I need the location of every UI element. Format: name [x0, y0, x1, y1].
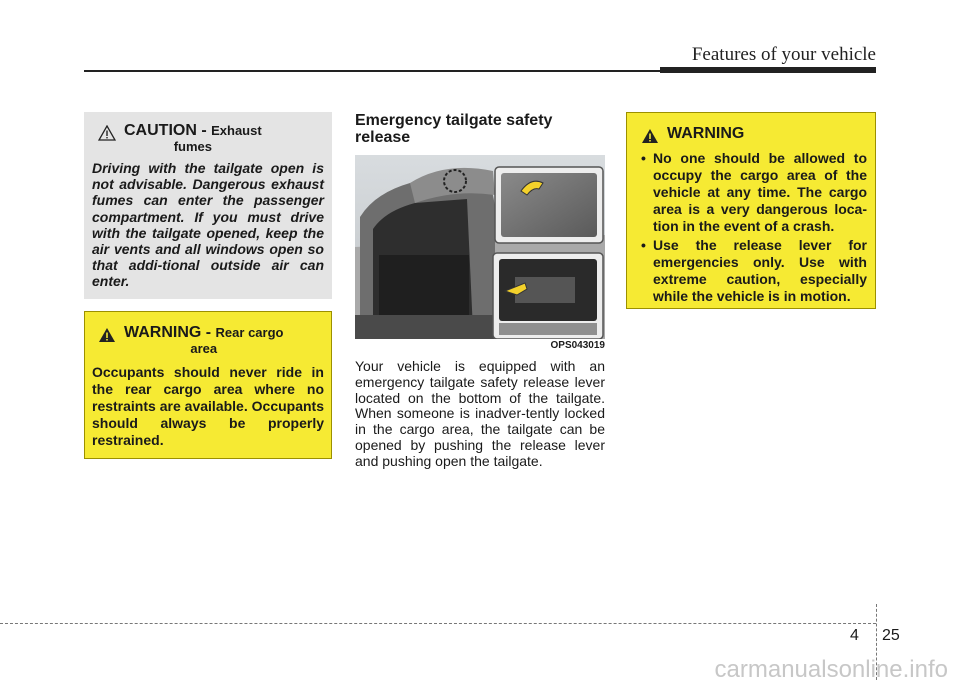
warning-box [626, 112, 876, 309]
warning-label: WARNING [667, 125, 745, 142]
footer-rule [0, 623, 876, 624]
warning-cargo-subtitle-line2: area [190, 341, 218, 356]
section-title: Emergency tailgate safety release [355, 112, 553, 146]
image-code: OPS043019 [550, 340, 605, 351]
watermark: carmanualsonline.info [714, 656, 948, 683]
chapter-number: 4 [850, 627, 859, 644]
warning-triangle-icon [98, 125, 116, 141]
warning-cargo-label: WARNING - [124, 324, 216, 341]
tailgate-photo [355, 155, 605, 339]
warning-item: • No one should be allowed to occupy the cargo area of the vehicle at any time. The cargo area is a very dangerous loca-tion in the event of a crash. [635, 150, 867, 235]
caution-subtitle-line2: fumes [173, 139, 212, 154]
warning-cargo-subtitle: Rear cargo [215, 325, 284, 340]
header-title: Features of your vehicle [691, 44, 876, 65]
warning-filled-triangle-icon [98, 327, 116, 343]
caution-header [92, 122, 324, 154]
warning-rear-cargo-box [84, 311, 332, 459]
warning-filled-triangle-icon [641, 128, 659, 144]
page-number: 25 [882, 627, 900, 644]
caution-label: CAUTION - [124, 122, 212, 139]
warning-header [635, 125, 867, 144]
caution-body: Driving with the tailgate open is not advisable. Dangerous exhaust fumes can enter the passenger compartment. If you must drive with the tailgate opened, keep the air vents and all windows open so that addi-tional outside air can enter. [92, 160, 324, 290]
warning-cargo-header [92, 324, 324, 356]
caution-box [84, 112, 332, 299]
section-body: Your vehicle is equipped with an emergency tailgate safety release lever located on the bottom of the tailgate. When someone is inadver-tently locked in the cargo area, the tailgate can be opened by pushing the release lever and pushing open the tailgate. [355, 358, 605, 469]
warning-list [635, 150, 867, 305]
caution-subtitle: Exhaust [211, 123, 262, 138]
warning-item: • Use the release lever for emergencies only. Use with extreme caution, especially while the vehicle is in motion. [635, 237, 867, 305]
header-rule-accent [660, 67, 876, 73]
warning-cargo-body: Occupants should never ride in the rear cargo area where no restraints are available. Occupants should always be properly restrained. [92, 364, 324, 448]
